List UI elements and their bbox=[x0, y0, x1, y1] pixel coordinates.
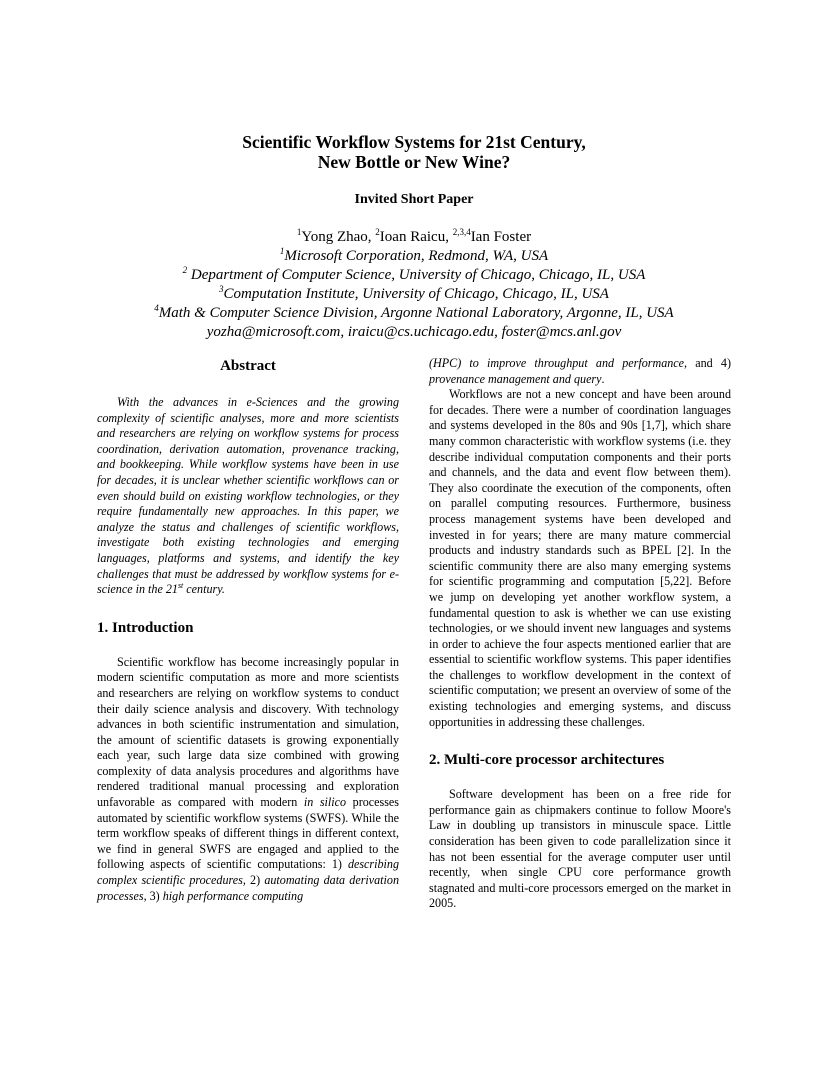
affiliation-3 bbox=[0, 285, 828, 304]
abstract-heading: Abstract bbox=[220, 358, 276, 374]
intro-p1-italic-2: automating data derivation processes bbox=[97, 873, 399, 903]
paper-title-line-2: New Bottle or New Wine? bbox=[317, 152, 511, 172]
author-1-sup: 1 bbox=[296, 227, 302, 237]
intro-p1-text: Scientific workflow has become increasingly popular in modern scientific computation as more and more scientists and researchers are relying on workflow systems to conduct their daily science analysis and discovery. With technology advances in both scientific instrumentation and simulation, the amount of scientific datasets is growing exponentially each year, such large data size combined with growing complexity of data analysis procedures and algorithms have rendered traditional manual processing and exploration unfavorable as compared with modern bbox=[97, 654, 399, 810]
intro-p1-text-c: 2) bbox=[245, 873, 265, 888]
author-3-name: Ian Foster bbox=[470, 229, 532, 245]
intro-cont-italic-1: (HPC) to improve throughput and performance bbox=[429, 356, 685, 370]
introduction-paragraph-1-continued bbox=[429, 356, 731, 387]
intro-p1-italic-in-silico: in silico bbox=[303, 795, 347, 810]
affiliation-3-sup: 3 bbox=[219, 284, 224, 294]
abstract-text bbox=[97, 395, 399, 598]
affiliation-2-sup: 2 bbox=[182, 265, 188, 275]
introduction-paragraph-1 bbox=[97, 655, 399, 905]
abstract-ordinal-sup: st bbox=[177, 581, 184, 591]
affiliation-2-text: Department of Computer Science, University of Chicago, Chicago, IL, USA bbox=[187, 267, 646, 283]
intro-p1-text-d: , 3) bbox=[143, 888, 163, 903]
abstract-end: century. bbox=[183, 582, 225, 597]
author-list bbox=[0, 228, 828, 247]
abstract-body: With the advances in e-Sciences and the growing complexity of scientific analyses, more and more scientists and researchers are relying on workflow systems for process coordination, derivation automation, provenance tracking, and bookkeeping. While workflow systems have been in use for decades, it is unclear whether scientific workflows can or even should build on existing workflow technologies, or they require fundamentally new approaches. In this paper, we analyze the status and challenges of scientific workflows, investigate both existing technologies and emerging languages, platforms and systems, and identify the key challenges that must be addressed by workflow systems for e-science in the 21 bbox=[97, 395, 399, 597]
affiliation-1-sup: 1 bbox=[279, 246, 285, 256]
intro-cont-italic-2: provenance management and query bbox=[429, 371, 602, 386]
intro-p1-text-b: processes automated by scientific workflow systems (SWFS). While the term workflow speaks of different things in different context, we find in general SWFS are engaged and applied to the following aspects of scientific computations: 1) bbox=[97, 795, 399, 872]
intro-p1-italic-3: high performance computing bbox=[162, 888, 304, 903]
affiliation-3-text: Computation Institute, University of Chicago, Chicago, IL, USA bbox=[223, 286, 609, 302]
section-2-paragraph-1: Software development has been on a free ride for performance gain as chipmakers continue to follow Moore's Law in doubling up transistors in minuscule space. Little consideration has been given to code parallelization since it has not been essential for the average computer user until recently, when single CPU core performance growth stagnated and multi-core processors emerged on the market in 2005. bbox=[429, 787, 731, 911]
affiliation-4-text: Math & Computer Science Division, Argonne National Laboratory, Argonne, IL, USA bbox=[158, 305, 674, 321]
affiliation-2 bbox=[0, 266, 828, 285]
intro-cont-text-b: . bbox=[601, 371, 605, 386]
affiliation-1-text: Microsoft Corporation, Redmond, WA, USA bbox=[284, 248, 549, 264]
author-2-name: Ioan Raicu, bbox=[379, 229, 453, 245]
intro-p1-italic-1: describing complex scientific procedures, bbox=[97, 857, 399, 888]
affiliation-4 bbox=[0, 304, 828, 323]
introduction-heading: 1. Introduction bbox=[97, 619, 194, 636]
affiliation-4-sup: 4 bbox=[154, 303, 159, 313]
paper-subtitle: Invited Short Paper bbox=[354, 192, 474, 207]
paper-title-line-1: Scientific Workflow Systems for 21st Century, bbox=[242, 132, 586, 152]
section-2-heading: 2. Multi-core processor architectures bbox=[429, 752, 665, 769]
left-column bbox=[97, 356, 399, 904]
author-1-name: Yong Zhao, bbox=[301, 229, 376, 245]
introduction-paragraph-2: Workflows are not a new concept and have been around for decades. There were a number of coordination languages and systems developed in the 80s and 90s [1,7], which share many common characteristic with workflow systems (i.e. they describe individual computation components and their ports and channels, and the data and event flow between them). They also coordinate the execution of the components, often on parallel computing resources. Furthermore, business process management systems have been developed and invested in for years; there are many mature commercial products and industry standards such as BPEL [2]. In the scientific community there are also many emerging systems for scientific programming and computation [5,22]. Before we jump on developing yet another workflow system, a fundamental question to ask is whether we can use existing technologies, or we should invent new languages and systems in order to achieve the four aspects mentioned earlier that are essential to scientific workflow systems. This paper identifies the challenges to workflow development in the context of scientific computation; we present an overview of some of the existing technologies and emerging systems, and discuss opportunities in addressing these challenges. bbox=[429, 387, 731, 729]
author-emails: yozha@microsoft.com, iraicu@cs.uchicago.edu, foster@mcs.anl.gov bbox=[206, 324, 622, 340]
affiliation-1 bbox=[0, 247, 828, 266]
author-2-sup: 2 bbox=[375, 227, 380, 237]
right-column bbox=[429, 356, 731, 912]
intro-cont-text-a: , and 4) bbox=[684, 356, 731, 370]
author-3-sup: 2,3,4 bbox=[452, 227, 471, 237]
